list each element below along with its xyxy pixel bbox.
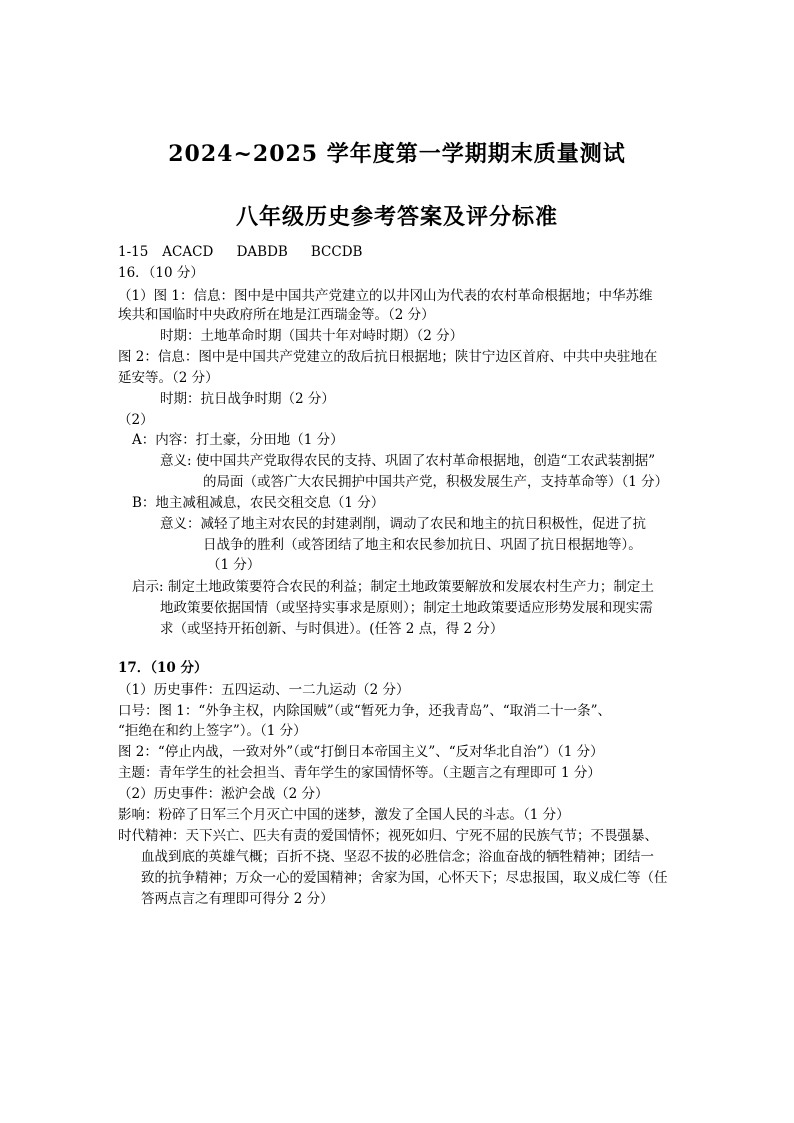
answer-line: 求（或坚持开拓创新、与时俱进）。(任答 2 点，得 2 分） bbox=[160, 621, 504, 637]
answer-line: 日战争的胜利（或答团结了地主和农民参加抗日、巩固了抗日根据地等）。 bbox=[203, 537, 642, 553]
answer-line: 答两点言之有理即可得分 2 分） bbox=[141, 891, 334, 907]
answer-line: B：地主减租减息，农民交租交息（1 分） bbox=[132, 495, 385, 511]
answer-line: 血战到底的英雄气概；百折不挠、坚忍不拔的必胜信念；浴血奋战的牺牲精神；团结一 bbox=[141, 849, 654, 865]
answer-line: 的局面（或答广大农民拥护中国共产党，积极发展生产，支持革命等）（1 分） bbox=[203, 474, 669, 490]
choice-group-1: ACACD bbox=[162, 244, 214, 260]
page-title: 2024~2025 学年度第一学期期末质量测试 bbox=[168, 141, 626, 167]
q16-heading: 16．（10 分） bbox=[118, 265, 204, 281]
page-subtitle: 八年级历史参考答案及评分标准 bbox=[235, 204, 558, 230]
answer-line: 埃共和国临时中央政府所在地是江西瑞金等。（2 分） bbox=[118, 307, 435, 323]
answer-line: （1）图 1：信息：图中是中国共产党建立的以井冈山为代表的农村革命根据地；中华苏维 bbox=[118, 288, 653, 304]
answer-line: 主题：青年学生的社会担当、青年学生的家国情怀等。（主题言之有理即可 1 分） bbox=[118, 765, 601, 781]
answer-line: “拒绝在和约上签字”）。（1 分） bbox=[118, 723, 307, 739]
answer-line: （2）历史事件：淞沪会战（2 分） bbox=[118, 786, 329, 802]
answer-line: 时期：抗日战争时期（2 分） bbox=[160, 391, 335, 407]
answer-line: （2） bbox=[118, 412, 154, 428]
answer-line: 时期：土地革命时期（国共十年对峙时期）（2 分） bbox=[160, 328, 464, 344]
answer-line: （1）历史事件：五四运动、一二九运动（2 分） bbox=[118, 682, 410, 698]
answer-line: 延安等。（2 分） bbox=[118, 370, 219, 386]
answer-line: 致的抗争精神；万众一心的爱国精神；舍家为国，心怀天下；尽忠报国，取义成仁等（任 bbox=[141, 870, 668, 886]
answer-line: 时代精神：天下兴亡、匹夫有责的爱国情怀；视死如归、宁死不屈的民族气节；不畏强暴、 bbox=[118, 828, 658, 844]
choice-range: 1-15 bbox=[118, 244, 149, 260]
answer-line: 影响：粉碎了日军三个月灭亡中国的迷梦，激发了全国人民的斗志。（1 分） bbox=[118, 807, 570, 823]
choice-answers bbox=[118, 242, 362, 262]
answer-line: 口号：图 1：“外争主权，内除国贼”（或“暂死力争，还我青岛”、“取消二十一条”、 bbox=[118, 703, 612, 719]
answer-line: 图 2：“停止内战，一致对外”（或“打倒日本帝国主义”、“反对华北自治”）（1 分） bbox=[118, 744, 604, 760]
choice-group-3: BCCDB bbox=[310, 244, 363, 260]
answer-line: 地政策要依据国情（或坚持实事求是原则）；制定土地政策要适应形势发展和现实需 bbox=[160, 600, 653, 616]
answer-line: （1 分） bbox=[207, 557, 261, 573]
answer-line: A：内容：打土豪，分田地（1 分） bbox=[132, 432, 344, 448]
answer-line: 意义：减轻了地主对农民的封建剥削，调动了农民和地主的抗日积极性，促进了抗 bbox=[160, 516, 646, 532]
answer-line: 启示: 制定土地政策要符合农民的利益；制定土地政策要解放和发展农村生产力；制定土 bbox=[132, 579, 654, 595]
q17-heading: 17．（10 分） bbox=[118, 660, 208, 676]
answer-line: 意义: 使中国共产党取得农民的支持、巩固了农村革命根据地，创造“工农武装割据” bbox=[160, 453, 656, 469]
choice-group-2: DABDB bbox=[236, 244, 288, 260]
answer-line: 图 2：信息：图中是中国共产党建立的敌后抗日根据地；陕甘宁边区首府、中共中央驻地在 bbox=[118, 349, 658, 365]
